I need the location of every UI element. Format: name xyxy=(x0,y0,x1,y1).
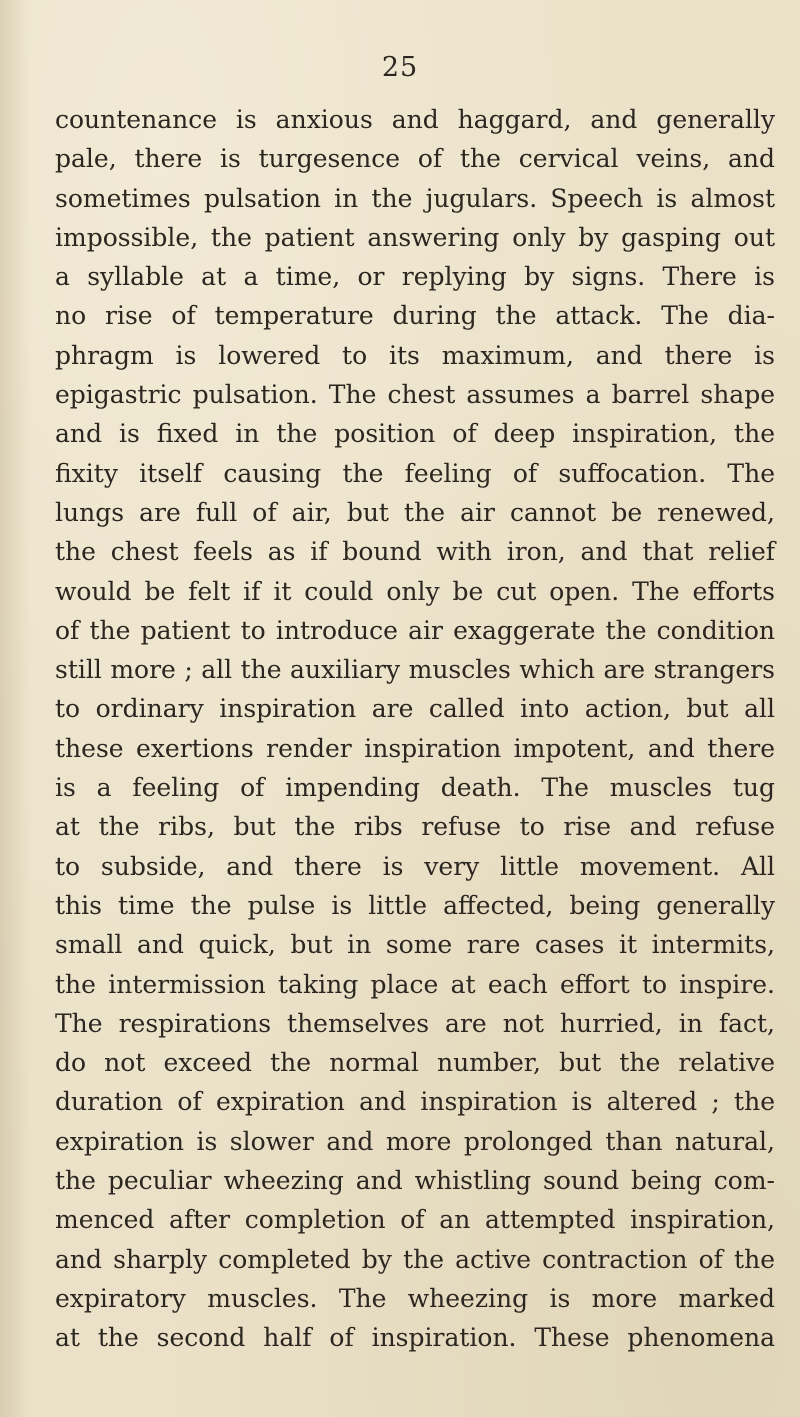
text-line: the peculiar wheezing and whistling sound being com- xyxy=(55,1166,775,1196)
text-line: expiratory muscles. The wheezing is more marked xyxy=(55,1283,775,1313)
text-line: no rise of temperature during the attack. The dia- xyxy=(55,301,775,331)
text-line: and is fixed in the position of deep inspiration, the xyxy=(55,419,775,449)
text-line: to ordinary inspiration are called into action, but all xyxy=(55,694,775,724)
page-number: 25 xyxy=(381,52,419,83)
text-line: a syllable at a time, or replying by signs. There is xyxy=(55,262,775,292)
text-line: still more ; all the auxiliary muscles which are strangers xyxy=(55,655,775,685)
text-line: would be felt if it could only be cut open. The efforts xyxy=(55,576,775,606)
text-line: and sharply completed by the active contraction of the xyxy=(55,1244,775,1274)
text-line: fixity itself causing the feeling of suffocation. The xyxy=(55,458,775,488)
page-edge-shadow xyxy=(0,0,30,1417)
text-line: to subside, and there is very little movement. All xyxy=(55,851,775,881)
text-line: phragm is lowered to its maximum, and there is xyxy=(55,340,775,370)
text-line: the chest feels as if bound with iron, and that relief xyxy=(55,537,775,567)
text-line: impossible, the patient answering only by gasping out xyxy=(55,222,775,252)
text-line: countenance is anxious and haggard, and generally xyxy=(55,105,775,134)
text-line: lungs are full of air, but the air cannot be renewed, xyxy=(55,497,775,527)
text-line: sometimes pulsation in the jugulars. Speech is almost xyxy=(55,183,775,213)
text-line: duration of expiration and inspiration is altered ; the xyxy=(55,1087,775,1117)
text-line: at the second half of inspiration. These phenomena xyxy=(55,1323,775,1353)
text-line: pale, there is turgesence of the cervical veins, and xyxy=(55,144,775,174)
text-line: of the patient to introduce air exaggerate the condition xyxy=(55,615,775,645)
text-line: this time the pulse is little affected, being generally xyxy=(55,890,775,920)
text-line: is a feeling of impending death. The muscles tug xyxy=(55,773,775,803)
text-line: at the ribs, but the ribs refuse to rise and refuse xyxy=(55,812,775,842)
body-text xyxy=(55,100,775,1358)
text-line: epigastric pulsation. The chest assumes a barrel shape xyxy=(55,380,775,410)
text-line: The respirations themselves are not hurried, in fact, xyxy=(55,1008,775,1038)
text-line: the intermission taking place at each effort to inspire. xyxy=(55,969,775,999)
text-line: expiration is slower and more prolonged than natural, xyxy=(55,1126,775,1156)
text-line: these exertions render inspiration impotent, and there xyxy=(55,733,775,763)
text-line: do not exceed the normal number, but the relative xyxy=(55,1048,775,1078)
text-line: small and quick, but in some rare cases it intermits, xyxy=(55,930,775,960)
text-line: menced after completion of an attempted inspiration, xyxy=(55,1205,775,1235)
